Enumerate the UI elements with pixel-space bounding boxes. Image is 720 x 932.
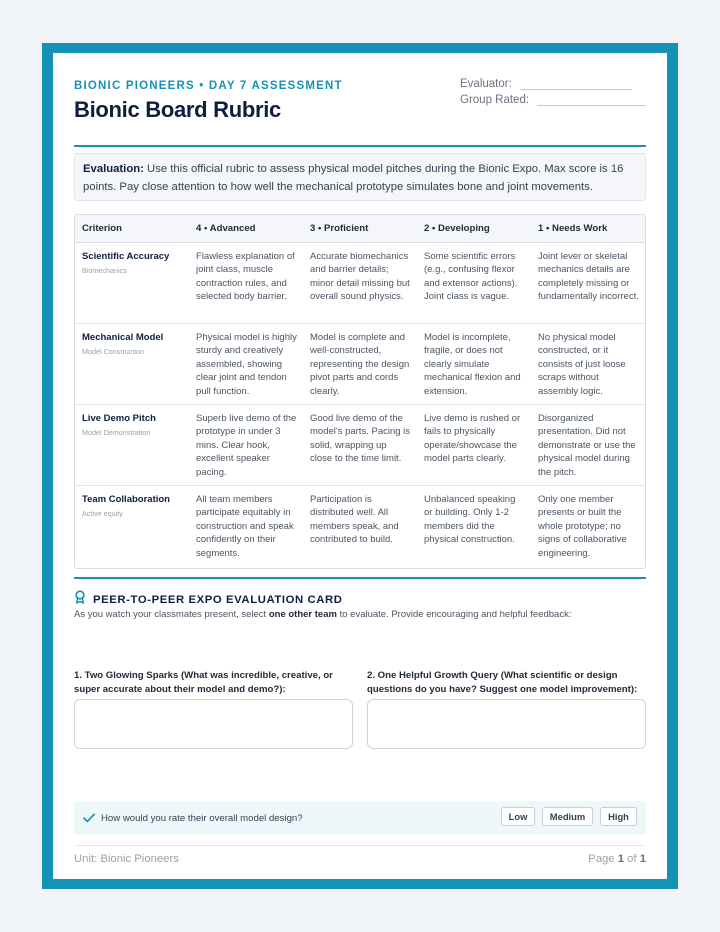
page-title: Bionic Board Rubric — [74, 97, 281, 122]
rubric-cell: Unbalanced speaking or building. Only 1-2 members did the physical construction. — [424, 494, 516, 546]
peer-instructions — [74, 609, 571, 620]
page-current: 1 — [617, 853, 624, 865]
rubric-cell: All team members participate equitably in construction and speak confidently on their segments. — [196, 494, 294, 559]
growth-query-answer-box[interactable] — [367, 699, 646, 749]
rating-high-button[interactable]: High — [600, 807, 637, 826]
criterion-name: Team Collaboration — [82, 494, 170, 505]
glowing-sparks-answer-box[interactable] — [74, 699, 353, 749]
header-criterion: Criterion — [82, 223, 122, 234]
evaluation-text: Use this official rubric to assess physical model pitches during the Bionic Expo. Max score is 16 points. Pay close attention to how well the mechanical prototype simulates bone and joint movements. — [83, 163, 624, 193]
rating-medium-button[interactable]: Medium — [542, 807, 593, 826]
criterion-cell — [75, 331, 189, 404]
checkmark-icon — [83, 813, 95, 823]
peer-instructions-emphasis: one other team — [268, 609, 337, 620]
question-glowing-sparks: 1. Two Glowing Sparks (What was incredible, creative, or super accurate about their model and demo?): — [74, 670, 333, 695]
rubric-cell: Live demo is rushed or fails to physically operate/showcase the model parts clearly. — [424, 413, 521, 465]
header-needs-work: 1 • Needs Work — [538, 223, 608, 234]
rubric-cell: Good live demo of the model's parts. Pacing is solid, wrapping up close to the time limit. — [310, 413, 411, 465]
rubric-header-row — [75, 215, 645, 243]
criterion-cell — [75, 412, 189, 485]
table-row — [75, 486, 645, 567]
criterion-subtitle: Model Demonstration — [82, 428, 151, 438]
rubric-cell: Only one member presents or built the whole prototype; no signs of collaborative engineering. — [538, 494, 627, 559]
criterion-cell — [75, 250, 189, 323]
rubric-cell: Disorganized presentation. Did not demonstrate or use the physical model during the pitch. — [538, 413, 636, 478]
evaluation-note — [74, 153, 646, 201]
rubric-cell: Superb live demo of the prototype in under 3 mins. Clear hook, excellent speaker pacing. — [196, 413, 297, 478]
evaluation-label: Evaluation: — [83, 163, 144, 175]
rubric-cell: Some scientific errors (e.g., confusing flexor and extensor actions). Joint class is vague. — [424, 251, 518, 303]
kicker: BIONIC PIONEERS • DAY 7 ASSESSMENT — [74, 80, 343, 92]
header-proficient: 3 • Proficient — [310, 223, 369, 234]
rating-low-button[interactable]: Low — [501, 807, 535, 826]
header — [74, 53, 646, 147]
rubric-table — [74, 214, 646, 569]
page-total: 1 — [639, 853, 646, 865]
table-row — [75, 324, 645, 405]
meta-fields — [460, 74, 646, 106]
peer-section-title: PEER-TO-PEER EXPO EVALUATION CARD — [93, 593, 343, 606]
criterion-subtitle: Model Construction — [82, 347, 144, 357]
worksheet — [53, 53, 667, 879]
award-ribbon-icon — [74, 590, 86, 609]
rubric-cell: Model is complete and well-constructed, representing the design pivot parts and cords clearly. — [310, 332, 410, 397]
table-row — [75, 405, 645, 486]
rubric-cell: Flawless explanation of joint class, muscle contraction rules, and selected body barrier. — [196, 251, 295, 303]
group-rated-label: Group Rated: — [460, 94, 530, 106]
rating-question: How would you rate their overall model design? — [101, 812, 303, 824]
rubric-cell: Physical model is highly sturdy and creatively assembled, showing clear joint and tendon pull function. — [196, 332, 297, 397]
criterion-subtitle: Active equity — [82, 509, 123, 519]
page-prefix: Page — [588, 853, 618, 865]
page-separator: of — [624, 853, 640, 865]
rating-panel — [74, 801, 646, 835]
footer-divider — [74, 845, 646, 846]
peer-instructions-end: to evaluate. Provide encouraging and helpful feedback: — [336, 609, 572, 620]
criterion-cell — [75, 493, 189, 567]
section-divider — [74, 577, 646, 579]
rubric-cell: Model is incomplete, fragile, or does not clearly simulate mechanical flexion and extension. — [424, 332, 521, 397]
rubric-cell: Participation is distributed well. All members speak, and contributed to build. — [310, 494, 399, 546]
header-advanced: 4 • Advanced — [196, 223, 256, 234]
criterion-name: Scientific Accuracy — [82, 251, 170, 262]
rubric-cell: Joint lever or skeletal mechanics details are completely missing or fundamentally incorrect. — [538, 251, 639, 303]
footer-page-number — [588, 853, 646, 865]
group-rated-field[interactable] — [537, 94, 646, 106]
evaluator-label: Evaluator: — [460, 78, 512, 90]
page-border — [42, 43, 678, 889]
criterion-subtitle: Biomechanics — [82, 266, 127, 276]
question-growth-query: 2. One Helpful Growth Query (What scientific or design questions do you have? Suggest one model improvement): — [367, 670, 638, 695]
evaluator-field[interactable] — [520, 78, 632, 90]
rubric-cell: Accurate biomechanics and barrier details; minor detail missing but overall sound physics. — [310, 251, 410, 303]
peer-instructions-start: As you watch your classmates present, select — [74, 609, 269, 620]
criterion-name: Mechanical Model — [82, 332, 164, 343]
header-developing: 2 • Developing — [424, 223, 490, 234]
rating-options — [501, 807, 637, 826]
rubric-cell: No physical model constructed, or it consists of just loose scraps without assembly logic. — [538, 332, 626, 397]
footer-unit: Unit: Bionic Pioneers — [74, 853, 179, 865]
peer-section-header — [74, 590, 343, 609]
criterion-name: Live Demo Pitch — [82, 413, 156, 424]
table-row — [75, 243, 645, 324]
